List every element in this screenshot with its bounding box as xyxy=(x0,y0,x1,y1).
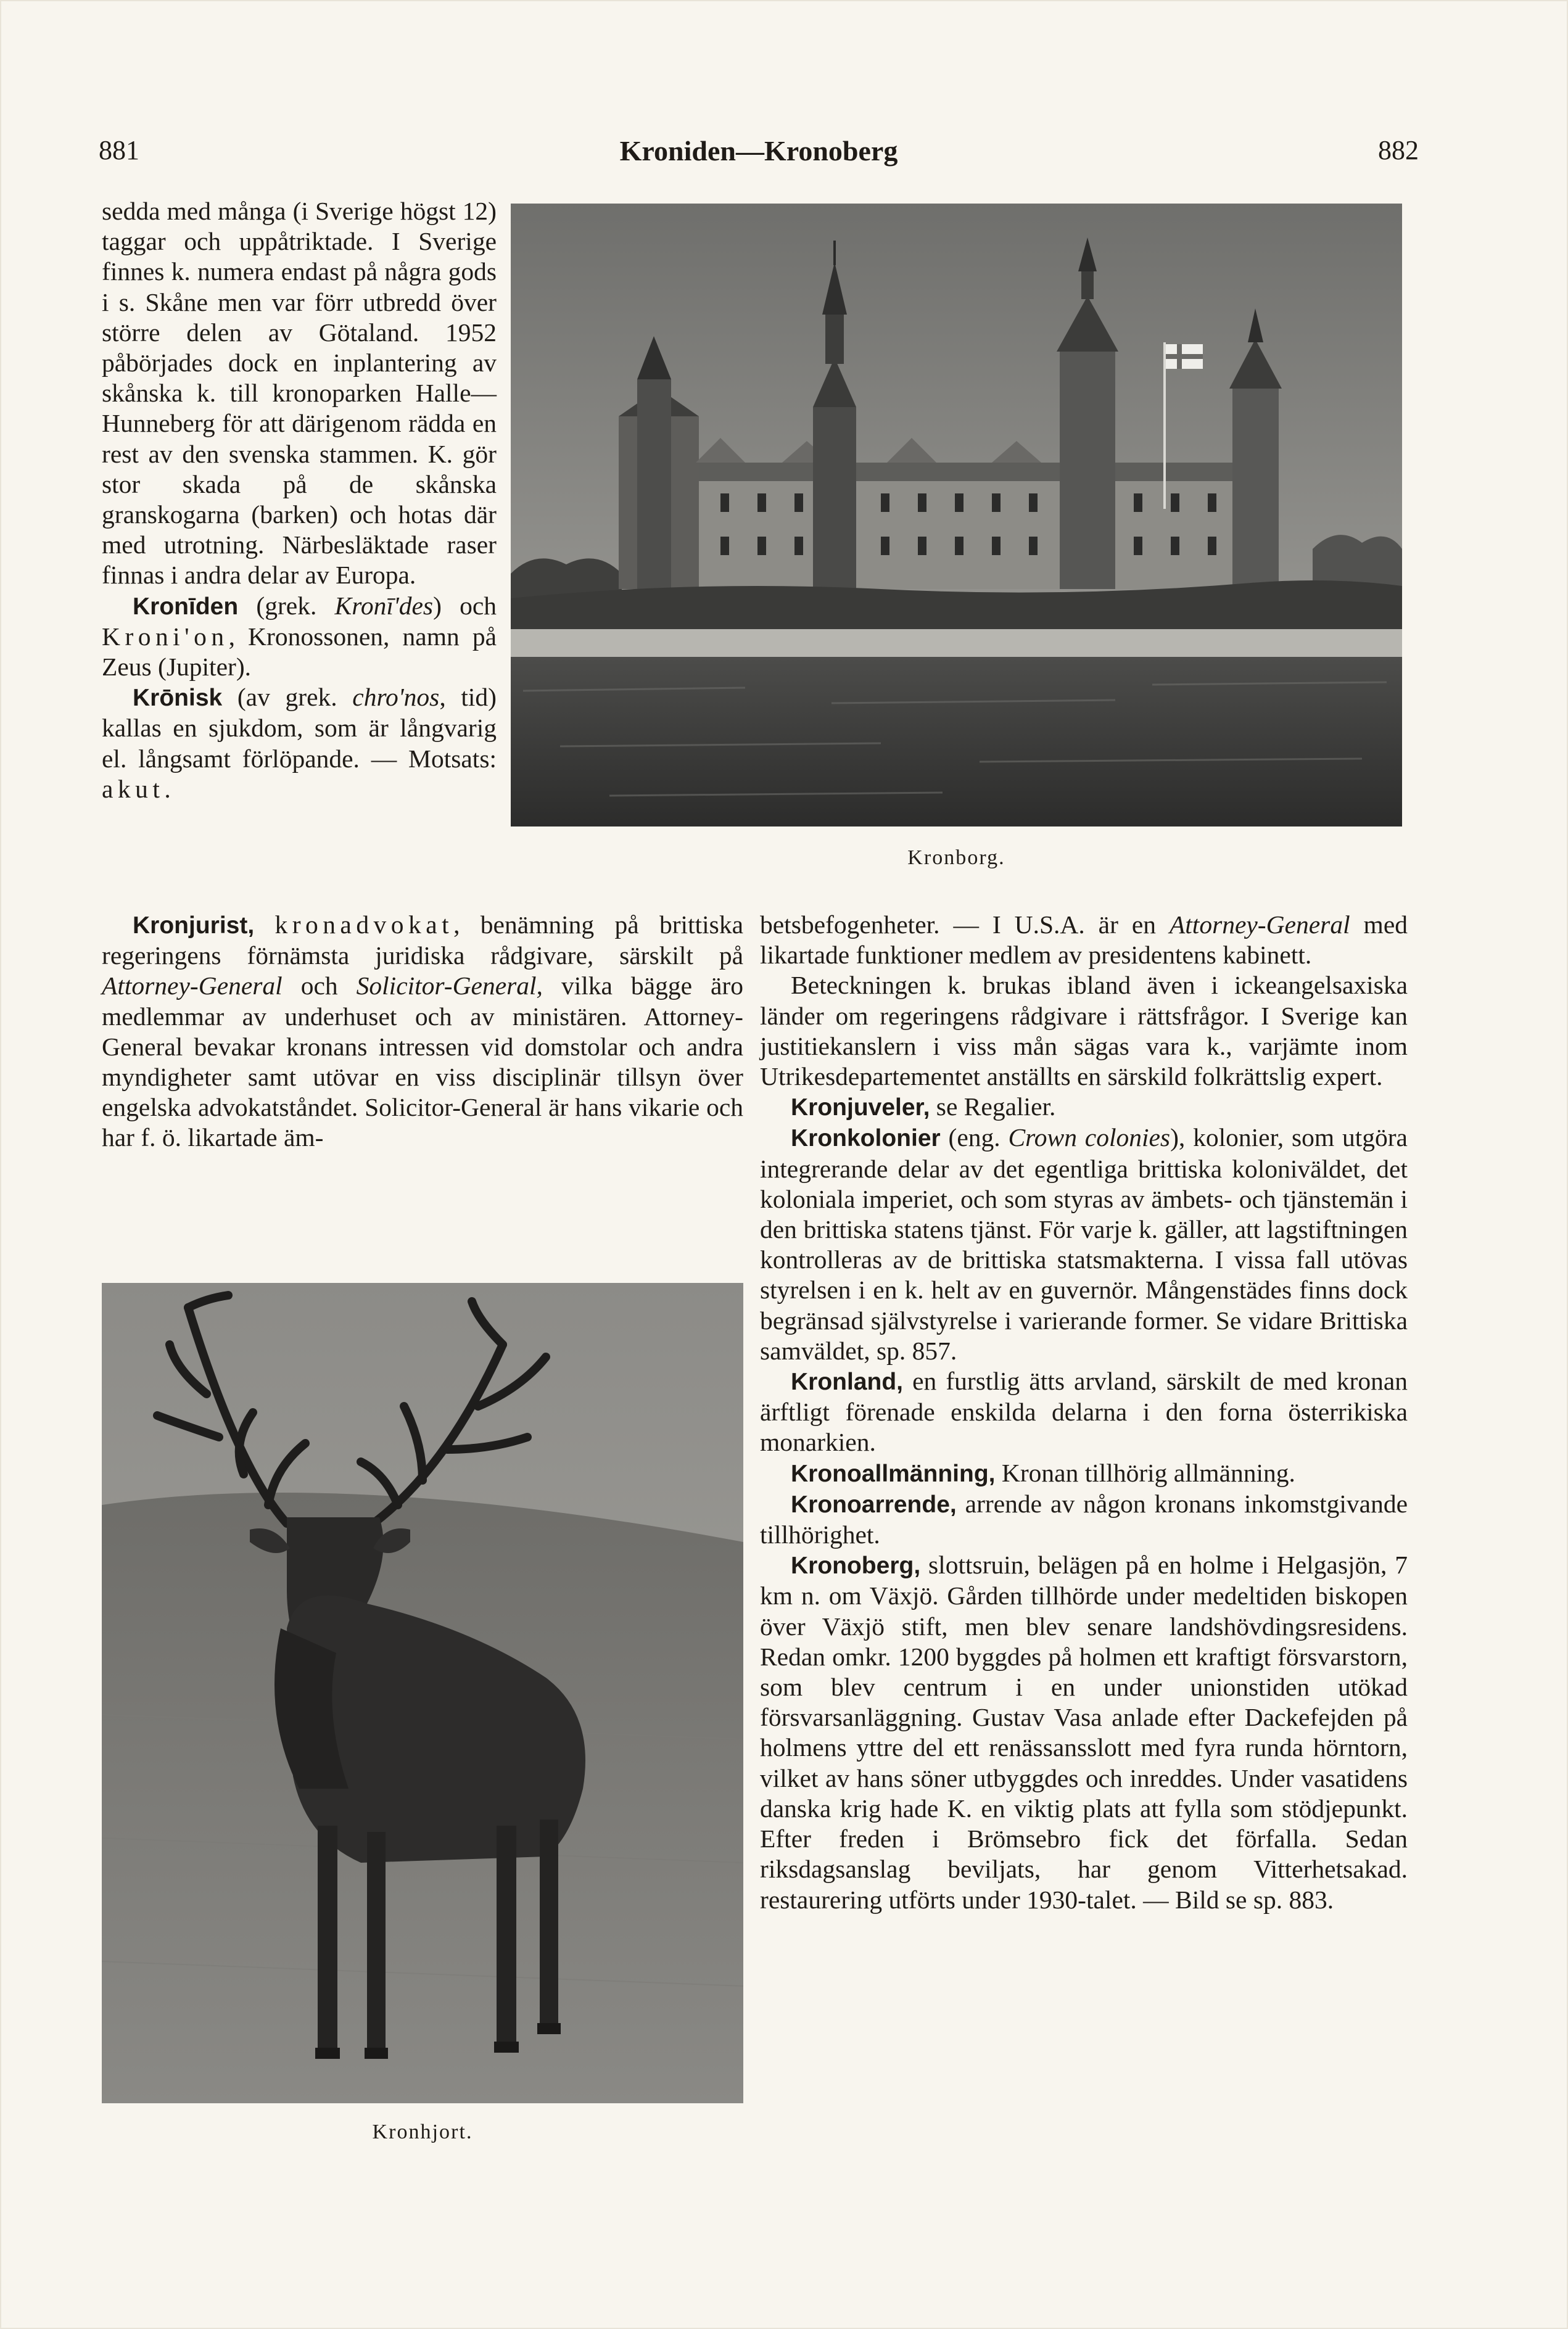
castle-image xyxy=(511,204,1402,826)
headword-kronoallmanning: Kronoallmänning, xyxy=(791,1460,996,1487)
entry-kronoberg: Kronoberg, slottsruin, belägen på en holme i Helgasjön, 7 km n. om Växjö. Gården tillhörde under medeltiden biskopen över Växjö stift, men blev senare landshövdingsresidens. Redan omkr. 1200 byggdes på holmen ett kraftigt försvarstorn, som blev centrum i en under unionstiden utökad försvarsanläggning. Gustav Vasa anlade efter Dackefejden på holmens yttre del ett renässansslott med fyra runda hörntorn, vilket av hans söner utbyggdes och inreddes. Under vasatidens danska krig hade K. en viktig plats att fylla som stödjepunkt. Efter freden i Brömsebro fick det förfalla. Sedan riksdagsanslag beviljats, har genom Vitterhetsakad. restaurering utförts under 1930-talet. — Bild se sp. 883. xyxy=(760,1551,1408,1914)
kronhjort-photo xyxy=(102,1283,743,2103)
entry-kronoarrende: Kronoarrende, arrende av någon kronans inkomstgivande tillhörighet. xyxy=(760,1489,1408,1549)
headword-kronland: Kronland, xyxy=(791,1369,903,1396)
entry-kronjuveler: Kronjuveler, se Regalier. xyxy=(791,1092,1056,1121)
headword-kronkolonier: Kronkolonier xyxy=(791,1125,941,1152)
paragraph-beteckningen: Beteckningen k. brukas ibland även i ickeangelsaxiska länder om regeringens rådgivare i rättsfrågor. I Sverige kan justitiekanslern i viss mån sägas vara k., varjämte inom Utrikesdepartementet anställts en särskild folkrättslig expert. xyxy=(760,971,1408,1091)
entry-kronland: Kronland, en furstlig ätts arvland, särskilt de med kronan ärftligt förenade enskilda delarna i den forna österrikiska monarkien. xyxy=(760,1367,1408,1457)
headword-kronisk: Krōnisk xyxy=(133,685,223,712)
entry-kronoallmanning: Kronoallmänning, Kronan tillhörig allmänning. xyxy=(791,1458,1295,1487)
kronborg-caption: Kronborg. xyxy=(907,846,1005,869)
right-column xyxy=(760,910,1408,1915)
page-number-left: 881 xyxy=(99,135,139,165)
left-column-main xyxy=(102,910,743,1153)
kronborg-photo xyxy=(511,204,1402,826)
deer-image xyxy=(102,1283,743,2103)
page-title: Kroniden—Kronoberg xyxy=(619,135,898,167)
entry-kronisk: Krōnisk (av grek. chro'nos, tid) kallas en sjukdom, som är långvarig el. långsamt förlöpande. — Motsats: akut. xyxy=(102,683,497,803)
page-number-right: 882 xyxy=(1378,135,1419,165)
entry-kronjurist: Kronjurist, kronadvokat, benämning på brittiska regeringens förnämsta juridiska rådgivare, särskilt på Attorney-General och Solicitor-General, vilka bägge äro medlemmar av underhuset och av ministären. Attorney-General bevakar kronans intressen vid domstolar och andra myndigheter samt utövar en viss disciplinär tillsyn över engelska advokatståndet. Solicitor-General är hans vikarie och har f. ö. likartade äm- xyxy=(102,910,743,1152)
paragraph-kronhjort-continued: sedda med många (i Sverige högst 12) taggar och uppåtriktade. I Sverige finnes k. numera endast på några gods i s. Skåne men var förr utbredd över större delen av Götaland. 1952 påbörjades dock en inplantering av skånska k. till kronoparken Halle—Hunneberg för att därigenom rädda en rest av den svenska stammen. K. gör stor skada på de skånska granskogarna (barken) och hotas där med utrotning. Närbesläktade raser finnas i andra delar av Europa. xyxy=(102,197,497,590)
entry-kroniden: Kronīden (grek. Kronī'des) och Kroni'on, Kronossonen, namn på Zeus (Jupiter). xyxy=(102,591,497,682)
kronhjort-caption: Kronhjort. xyxy=(372,2121,473,2143)
entry-kronkolonier: Kronkolonier (eng. Crown colonies), kolonier, som utgöra integrerande delar av det egentliga brittiska koloniväldet, det koloniala imperiet, och som styras av ämbets- och tjänstemän i den brittiska statens tjänst. För varje k. gäller, att lagstiftningen kontrolleras av de brittiska statsmakterna. I vissa fall utövas styrelsen i en k. helt av en guvernör. Mångenstädes finns dock begränsad självstyrelse i varierande former. Se vidare Brittiska samväldet, sp. 857. xyxy=(760,1123,1408,1365)
headword-kroniden: Kronīden xyxy=(133,593,239,620)
headword-kronoberg: Kronoberg, xyxy=(791,1552,921,1580)
paragraph-kronjurist-continued: betsbefogenheter. — I U.S.A. är en Attorney-General med likartade funktioner medlem av presidentens kabinett. xyxy=(760,910,1408,970)
running-head xyxy=(99,134,1419,178)
left-column-top xyxy=(102,196,497,804)
headword-kronjurist: Kronjurist, xyxy=(133,912,255,939)
headword-kronjuveler: Kronjuveler, xyxy=(791,1094,930,1121)
headword-kronoarrende: Kronoarrende, xyxy=(791,1491,957,1518)
